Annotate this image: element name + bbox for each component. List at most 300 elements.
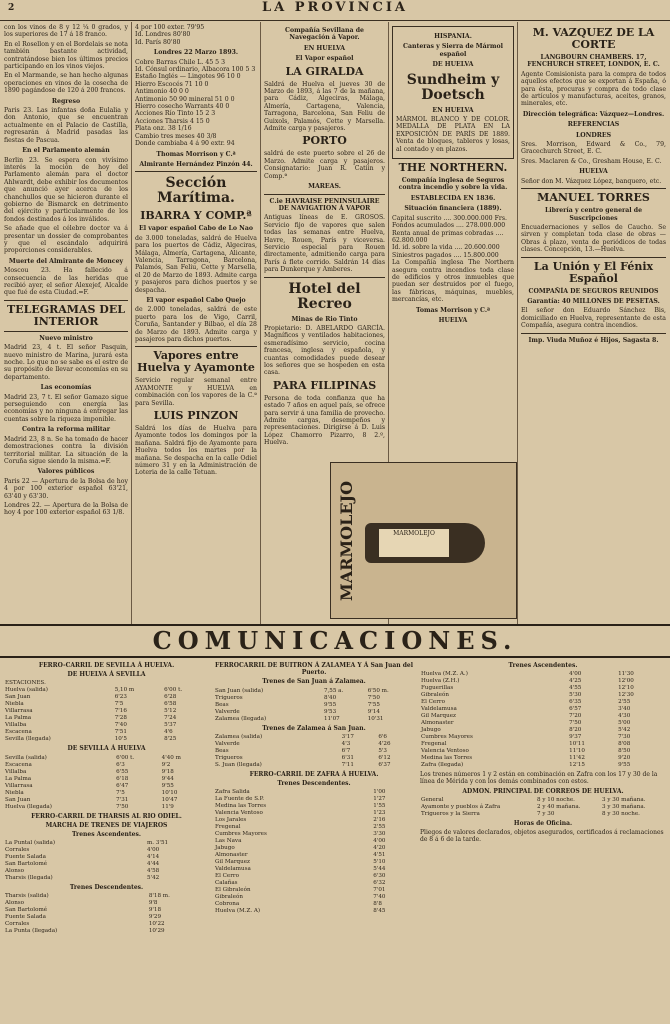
cell: 7'40 — [373, 894, 386, 901]
cell: Cumbres Mayores — [215, 831, 267, 838]
cell: m. 3'51 — [146, 840, 169, 847]
union-capital: Garantía: 40 MILLONES DE PESETAS. — [527, 297, 660, 305]
table-row — [214, 817, 414, 824]
ibarra-heading: IBARRA Y COMP.ª — [140, 209, 252, 223]
finance-line: Fondos acumulados .... 278.000.000 — [392, 222, 506, 230]
cell: Zafra (llegada) — [421, 762, 464, 769]
hispania-heading: HISPANIA. — [434, 33, 472, 40]
cell: Jabugo — [421, 727, 441, 734]
cell: 3'17 — [341, 733, 354, 740]
ref-london: LONDRES — [575, 131, 612, 139]
fc-tharsis-table — [4, 840, 209, 882]
article-text: Servicio regular semanal entre AYAMONTE y HUELVA en combinación con los vapores de la C.ª para Sevilla. — [135, 377, 257, 407]
cell: Huelva (llegada) — [5, 803, 52, 810]
fc-sevilla-table-2 — [4, 755, 209, 811]
cell: 9'8 — [148, 900, 158, 907]
cell: 5'12 — [164, 708, 177, 715]
cell: 9'18 — [148, 907, 162, 914]
cell: Almonaster — [215, 852, 248, 859]
finance-line: Capital suscrito .... 300.000.000 Frs. — [392, 214, 507, 222]
correos-text: Pliegos de valores declarados, objetos asegurados, certificados á reclamaciones de 8 á 6 de la tarde. — [420, 829, 664, 844]
cell: La Palma — [5, 715, 32, 722]
fc-buitron-table-2 — [214, 734, 414, 769]
cell: 4'40 m — [161, 754, 181, 761]
cell: Cumbres Mayores — [421, 734, 473, 741]
table-row — [214, 824, 414, 831]
table-row — [420, 734, 666, 741]
article-text: Persona de toda confianza que ha estado 7 años en aquel país, se ofrece para servir á una familia de provecho. Admite cargas, desempeños y representaciones. Dirigirse á D. Luis López Chamorro Pizarro, 8 2.º, Huelva. — [264, 394, 385, 447]
vapor-title: El vapor español Cabo de Lo Nao — [139, 225, 253, 233]
cell: 6'32 — [373, 880, 386, 887]
divider — [4, 300, 128, 301]
article-text: de 2.000 toneladas, saldrá de este puerto para los de Vigo, Carril, Coruña, Santander y Bilbao, el día 28 de Marzo de 1893. Admite carga y pasajeros para dichos puertos. — [135, 306, 257, 343]
fc-tharsis-sub3: Trenes Descendentes. — [69, 884, 144, 892]
cell: 12'10 — [618, 685, 634, 692]
article-text: Madrid 23, 4 t. El señor Pasquin, nuevo ministro de Marina, jurará esta noche. Lo que no se sabe es el estre de su propósito de llevar economías en su departamento. — [4, 344, 128, 381]
fc-tharsis-table-2 — [4, 893, 209, 935]
fc-sevilla-sub2: DE SEVILLA Á HUELVA — [67, 745, 146, 753]
table-row — [214, 887, 414, 894]
article-text: con los vinos de 8 y 12 ¼ 0 grados, y los superiores de 17 á 18 franco. — [4, 24, 128, 39]
market-line: Antimonio 50 90 mineral 51 0 0 — [135, 95, 235, 103]
cell: 4'3 — [341, 740, 351, 747]
direccion: Dirección telegráfica: Vázquez—Londres. — [522, 110, 665, 118]
cell: Almonaster — [421, 720, 454, 727]
cell: Beas — [215, 747, 229, 754]
cell: Huelva (M.Z. A) — [215, 908, 261, 915]
mareas-heading: MAREAS. — [308, 183, 341, 191]
cell: 7'24 — [164, 715, 177, 722]
cell: 7'55 — [367, 701, 380, 708]
cell: 12'15 — [569, 762, 585, 769]
cell: 9'53 — [323, 708, 337, 715]
cell: 5'30 — [569, 692, 582, 699]
cell: San Bartolomé — [5, 861, 48, 868]
cell: 6'57 — [569, 706, 582, 713]
table-row — [420, 706, 666, 713]
article-text: Moscou 23. Ha fallecido á consecuencia de las heridas que recibió ayer, el señor Alexejef, Alcalde que fué de esta Ciudad.=F. — [4, 267, 128, 297]
cell: Huelva (M.Z. A.) — [421, 671, 468, 678]
cell: 2'55 — [618, 699, 631, 706]
table-row — [214, 748, 414, 755]
telegramas-heading: TELEGRAMAS DEL INTERIOR — [7, 302, 125, 328]
cell: 12'30 — [618, 692, 634, 699]
cell: El Cerro — [215, 873, 239, 880]
table-row — [4, 755, 209, 762]
cell: Tharsis (llegada) — [5, 875, 53, 882]
table-row — [214, 796, 414, 803]
table-row — [4, 769, 209, 776]
cell: Niebla — [5, 789, 24, 796]
section-heading: Nuevo ministro — [39, 334, 93, 342]
fc-buitron-sub: Trenes de San Juan á Zalamea. — [262, 678, 366, 686]
article-text: Paris 22 — Apertura de la Bolsa de hoy 4 por 100 exterior español 63'21, 63'40 y 63'30. — [4, 477, 128, 500]
cell: 7'51 — [114, 729, 127, 736]
ref-line: Sres. Morrison, Edward & Co., 79, Gracechurch Street, E. C. — [521, 141, 666, 156]
cell: 11'07 — [323, 715, 340, 722]
cell: 6'3 — [116, 761, 125, 768]
cell: 3 y 30 mañana. — [601, 803, 646, 810]
cell: Zalamea (llegada) — [215, 715, 267, 722]
cell: San Juan — [5, 694, 31, 701]
table-row — [420, 699, 666, 706]
section-heading: Las economías — [40, 384, 92, 392]
cell: 7'11 — [341, 761, 354, 768]
cell: Valverde — [215, 740, 240, 747]
cell: 6'47 — [116, 782, 129, 789]
table-row — [214, 803, 414, 810]
cell: Villalba — [5, 768, 27, 775]
section-heading: Muerte del Almirante de Moncey — [8, 257, 124, 265]
divider — [264, 194, 385, 195]
price-line: 4 por 100 exter. 79'95 — [135, 24, 205, 31]
huelva-label: EN HUELVA — [432, 106, 474, 114]
cell: 8'18 m. — [148, 893, 170, 900]
table-row — [420, 741, 666, 748]
table-row — [420, 720, 666, 727]
cell: 5'42 — [146, 875, 160, 882]
cell: 4'25 — [569, 678, 582, 685]
northern-sit: Situación financiera (1889). — [404, 205, 502, 213]
cell: Huelva (Z.H.) — [421, 678, 460, 685]
imprenta: Imp. Viuda Muñoz é Hijos, Sagasta 8. — [528, 336, 659, 344]
cell: 6'55 — [116, 768, 129, 775]
cell: El Gibraleón — [215, 887, 251, 894]
cell: 7'01 — [373, 887, 386, 894]
cell: 6'00 t. — [164, 687, 183, 694]
article-text: Encuadernaciones y sellos de Caucho. Se sirven y completan toda clase de obras — Obras á plazo, venta de periódicos de todas clases. Concepción, 13.—Huelva. — [521, 223, 666, 254]
cell: 7'50 — [367, 694, 380, 701]
cell: Valencia Ventoso — [421, 748, 469, 755]
table-row — [420, 797, 666, 804]
vazquez-sub: LANGBOURN CHAMBERS. 17, FENCHURCH STREET, LONDON, E. C. — [527, 54, 660, 69]
cell: 6'28 — [164, 694, 177, 701]
filipinas-heading: PARA FILIPINAS — [272, 378, 377, 392]
cell: 7'5 — [116, 789, 125, 796]
table-row — [214, 859, 414, 866]
market-line: Id. Cónsul ordinario, Albacora 100 5 3 — [135, 66, 256, 74]
marmol-ad-illustration — [330, 462, 517, 619]
cell: 2 y 40 mañana. — [537, 803, 581, 810]
cell: Valverde — [215, 708, 240, 715]
newspaper-title: LA PROVINCIA — [262, 0, 408, 15]
cell: 5'42 — [618, 727, 631, 734]
cell: Sevilla (salida) — [5, 754, 47, 761]
table-row — [4, 701, 209, 708]
cell: Corrales — [5, 847, 30, 854]
cell: 8'50 — [618, 748, 631, 755]
table-row — [4, 928, 209, 935]
market-line: Hierro cosecho Warrants 40 0 — [135, 103, 230, 111]
article-text: Propietario: D. ABELARDO GARCÍA. Magníficos y ventilados habitaciones, esmeradísimo servicio, cocina francesa, inglesa y española, y cuantas comodidades puede desear los señores que se hospeden en esta casa. — [264, 324, 385, 377]
cell: Trigueros — [215, 694, 243, 701]
cell: Huelva (salida) — [5, 687, 48, 694]
table-row — [214, 852, 414, 859]
table-row — [214, 866, 414, 873]
cell: 7'20 — [569, 713, 582, 720]
ref-huelva: HUELVA — [579, 168, 608, 176]
cell: 7'50 — [116, 803, 129, 810]
cell: 3'40 — [618, 706, 631, 713]
cell: 9'18 — [161, 768, 174, 775]
cell: 11'30 — [618, 671, 634, 678]
market-line: Acciones Tharsis 4 15 0 — [135, 117, 210, 125]
giralda-pre: El Vapor español — [295, 55, 354, 63]
cell: 3 y 30 mañana. — [601, 796, 646, 803]
table-row — [4, 804, 209, 811]
cell: 4'00 — [373, 838, 386, 845]
section-heading: Valores públicos — [37, 468, 95, 476]
fc-ascendentes-table — [420, 671, 666, 769]
cell: 4'26 — [378, 740, 391, 747]
cell: 8'45 — [373, 908, 386, 915]
table-row — [420, 685, 666, 692]
table-row — [420, 804, 666, 811]
market-line: Cobre Barras Chile L. 45 5 3 — [135, 58, 226, 66]
cell: San Bartolomé — [5, 907, 48, 914]
article-text: En el Rosellon y en el Bordelais se nota también bastante actividad, contratándose bien los últimos precios participando en los vinos viejos. — [4, 40, 128, 71]
table-row — [214, 789, 414, 796]
union-sub: COMPAÑÍA DE SEGUROS REUNIDOS — [528, 287, 659, 295]
cell: 8 y 30 noche. — [601, 810, 640, 817]
article-text: Londres 22. — Apertura de la Bolsa de hoy 4 por 100 exterior español 63 1/8. — [4, 501, 128, 517]
article-text: Saldrá los días de Huelva para Ayamonte todos los domingos por la mañana. Saldrá fijo de Ayamonte para Huelva todos los martes por la mañana. Se despacha en la calle Odiel número 31 y en la Administración de Loteria de la calle Tetuan. — [135, 425, 257, 477]
table-row — [214, 873, 414, 880]
table-row — [4, 687, 209, 694]
finance-line: Id. id. sobre la vida .... 20.600.000 — [392, 244, 500, 252]
union-heading: La Unión y El Fénix Español — [533, 259, 654, 285]
table-row — [214, 908, 414, 915]
cell: 5'00 — [618, 720, 631, 727]
cell: 5'3 — [378, 747, 387, 754]
correos-horas: Horas de Oficina. — [513, 819, 573, 827]
article-text: Saldrá de Huelva el jueves 30 de Marzo de 1893, á las 7 de la mañana, para Cádiz, Algeciras, Málaga, Almería, Cartagena, Valencia, Tarragona, Barcelona, San Feliu de Guixols, Palamós, Cette y Marsella. Admite carga y pasajeros. — [264, 80, 385, 133]
cell: 6'50 m. — [367, 687, 389, 694]
cell: 10'5 — [114, 736, 127, 743]
cell: 6'31 — [341, 754, 354, 761]
fc-tharsis-sub: MARCHA DE TRENES DE VIAJEROS — [45, 821, 168, 829]
fc-zafra-title: FERRO-CARRIL DE ZAFRA Á HUELVA. — [249, 770, 379, 778]
cell: Alonso — [5, 900, 25, 907]
table-row — [214, 762, 414, 769]
table-row — [420, 748, 666, 755]
cell: 7'16 — [114, 708, 127, 715]
fc-ascendentes-title: Trenes Ascendentes. — [508, 662, 578, 669]
cell: 9'2 — [161, 761, 171, 768]
fc-tharsis-title: FERRO-CARRIL DE THARSIS AL RIO ODIEL. — [31, 812, 182, 820]
marmolejo-logo: MARMOLEJO — [337, 480, 356, 601]
cell: S. Juan (llegada) — [215, 761, 262, 768]
cell: Niebla — [5, 701, 24, 708]
fc-sevilla-sub: DE HUELVA Á SEVILLA — [67, 671, 146, 679]
table-row — [4, 797, 209, 804]
column-divider — [517, 22, 518, 624]
table-row — [214, 831, 414, 838]
table-row — [214, 755, 414, 762]
cell: 9'55 — [618, 762, 631, 769]
column-news — [4, 24, 128, 622]
section-heading: Contra la reforma militar — [21, 426, 111, 434]
table-row — [4, 776, 209, 783]
cell: 9'44 — [161, 775, 174, 782]
cell: Medina las Torres — [215, 803, 267, 810]
hotel-sub: Minas de Rio Tinto — [291, 315, 358, 323]
table-header: ESTACIONES. — [5, 680, 46, 687]
table-row — [4, 783, 209, 790]
sundheim-heading: Sundheim y Doetsch — [406, 71, 500, 103]
cell: Valdelamusa — [215, 866, 251, 873]
cell: Las Nava — [215, 838, 242, 845]
cell: 4'14 — [146, 854, 160, 861]
table-row — [4, 722, 209, 729]
divider — [521, 257, 666, 258]
price-line: Id. París 80'80 — [135, 38, 181, 46]
cell: Trigueros — [215, 754, 243, 761]
table-row — [420, 762, 666, 769]
cell: 7,55 a. — [323, 687, 344, 694]
cell: 8'25 — [164, 736, 177, 743]
table-row — [214, 845, 414, 852]
cell: La Punta (llegada) — [5, 928, 58, 935]
article-text: Se añade que el célebre doctor va á presentar un dossier de comprobantes y que el escándalo adquirirá proporciones considerables. — [4, 225, 128, 255]
cell: 6'35 — [569, 699, 582, 706]
cell: 4'00 — [569, 671, 582, 678]
cell: San Juan (salida) — [215, 687, 264, 694]
column-divider — [131, 22, 132, 624]
market-line: Hierro Escocés 71 10 0 — [135, 80, 209, 88]
cell: Villarrasa — [5, 782, 33, 789]
finance-line: Renta anual de primas cobradas .... 62.800.000 — [392, 229, 504, 244]
article-text: Madrid 23, 8 n. Se ha tomado de hacer demostraciones contra la división territorial militar. La situación de la Coruña sigue siendo la misma.=F. — [4, 435, 128, 465]
cell: 9'55 — [323, 701, 337, 708]
cell: 4'00 — [146, 847, 160, 854]
cell: 1'23 — [373, 810, 386, 817]
divider — [521, 333, 666, 334]
fc-zafra-table — [214, 789, 414, 915]
fc-sevilla-title: FERRO-CARRIL DE SEVILLA Á HUELVA. — [38, 662, 175, 669]
table-row — [420, 811, 666, 818]
cell: 5,10 m — [114, 687, 135, 694]
article-text: Berlin 23. Se espera con vivísimo interés la moción de hoy del Parlamento alemán para el doctor Ahlwardt, debe exhibir los documentos que anunció ayer acerca de los chanchullos que se hicieron durante el gobierno de Bismarck en detrimento del ejército y particularmente de los fondos destinados á los inválidos. — [4, 156, 128, 223]
cell: 6'23 — [114, 694, 127, 701]
cell: La Puntal (salida) — [5, 840, 56, 847]
cell: San Juan — [5, 796, 31, 803]
agent-place: HUELVA — [438, 316, 468, 324]
divider — [135, 171, 257, 172]
page-number: 2 — [8, 3, 15, 13]
cell: 1'00 — [373, 789, 386, 796]
cell: Tharsis (salida) — [5, 893, 49, 900]
article-text: Madrid 23, 7 t. El señor Gamazo sigue perseguiendo con energía las economías y no ninguna á entregar las cuentas sobre la riqueza imponible. — [4, 393, 128, 423]
cell: 12'00 — [618, 678, 634, 685]
cell: 5'10 — [373, 859, 386, 866]
cell: 7'31 — [116, 796, 129, 803]
cell: 10'31 — [367, 715, 384, 722]
cell: 10'47 — [161, 796, 178, 803]
cell: 7'50 — [569, 720, 582, 727]
divider — [264, 277, 385, 278]
cell: 1'27 — [373, 796, 386, 803]
cell: Villalba — [5, 722, 27, 729]
cell: 6'6 — [378, 733, 387, 740]
table-row — [214, 695, 414, 702]
northern-est: ESTABLECIDA EN 1836. — [410, 194, 496, 202]
cell: 4'20 — [373, 845, 386, 852]
pinzon-heading: LUIS PINZON — [153, 409, 239, 423]
table-row — [4, 840, 209, 847]
cell: 6'58 — [164, 701, 177, 708]
table-row — [214, 702, 414, 709]
cell: 10'29 — [148, 928, 165, 935]
ref-line: Sres. Maclaren & Co., Gresham House, E. C. — [521, 157, 662, 165]
article-text: de 3.000 toneladas, saldrá de Huelva para los puertos de Cádiz, Algeciras, Málaga, Almería, Cartagena, Alicante, Valencia, Tarragona, Barcelona, Palamós, San Feliu, Cette y Marsella, el 20 de Marzo de 1893. Admite carga y pasajeros para dichos puertos y se despacha. — [135, 234, 257, 294]
cell: 9'14 — [367, 708, 380, 715]
cell: Villarrasa — [5, 708, 33, 715]
cell: 11'10 — [569, 748, 585, 755]
ref-line: Señor don M. Vázquez López, banquero, etc. — [521, 177, 662, 185]
table-row — [4, 893, 209, 900]
section-heading: Regreso — [51, 97, 81, 105]
article-text: El señor don Eduardo Sánchez Bis, domiciliado en Huelva, representante de esta Compañía, asegura contra incendios. — [521, 307, 666, 330]
cell: 8'08 — [618, 741, 631, 748]
cell: La Fuente de S.P. — [215, 796, 265, 803]
cell: 5'44 — [373, 866, 386, 873]
timetable-note: Los trenes números 1 y 2 están en combinación en Zafra con los 17 y 30 de la línea de Mérida y con los demás combinados con estos. — [420, 771, 658, 786]
table-row — [4, 914, 209, 921]
cell: 4'30 — [618, 713, 631, 720]
cell: 4'58 — [146, 868, 160, 875]
cell: 10'22 — [148, 921, 165, 928]
cell: Fregenal — [421, 741, 447, 748]
table-row — [214, 688, 414, 695]
finance-line: Siniestros pagados .... 15.800.000 — [392, 251, 499, 259]
cell: El Cerro — [421, 699, 445, 706]
cell: Alonso — [5, 868, 25, 875]
article-text: saldrá de este puerto sobre el 26 de Marzo. Admite carga y pasajeros. Consignatario: Juan R. Catiin y Comp.ª — [264, 150, 385, 180]
cell: 10'10 — [161, 789, 178, 796]
fc-buitron-table — [214, 688, 414, 723]
cell: Escacena — [5, 761, 32, 768]
signature: Thomas Morrison y C.ª — [156, 150, 236, 158]
cell: 8'20 — [569, 727, 582, 734]
divider — [521, 188, 666, 189]
torres-sub: Librería y centro general de Suscripciones — [544, 207, 643, 222]
compania-sub: EN HUELVA — [303, 44, 346, 52]
table-row — [420, 713, 666, 720]
cell: Gibraleón — [421, 692, 449, 699]
comunicaciones-heading: COMUNICACIONES. — [0, 624, 670, 658]
table-row — [420, 727, 666, 734]
cell: 8'8 — [373, 901, 382, 908]
cell: Valdelamusa — [421, 706, 457, 713]
table-row — [214, 709, 414, 716]
cell: 11'9 — [161, 803, 174, 810]
hispania-box — [392, 26, 514, 159]
cell: 6'12 — [378, 754, 391, 761]
market-line: Plata onz. 38 1/16 — [135, 125, 192, 133]
market-line: Antimonio 40 0 0 — [135, 88, 189, 96]
northern-heading: THE NORTHERN. — [398, 161, 508, 175]
table-row — [4, 847, 209, 854]
section-heading: En el Parlamento alemán — [22, 147, 110, 155]
cell: 2'55 — [373, 824, 386, 831]
fc-buitron-title: FERROCARRIL DE BUITRON Á ZALAMEA Y Á San Juan del Puerto. — [214, 662, 413, 677]
table-row — [4, 861, 209, 868]
table-row — [214, 741, 414, 748]
cell: 8 y 10 noche. — [537, 796, 575, 803]
cell: Los Jarales — [215, 817, 247, 824]
cell: La Palma — [5, 775, 32, 782]
